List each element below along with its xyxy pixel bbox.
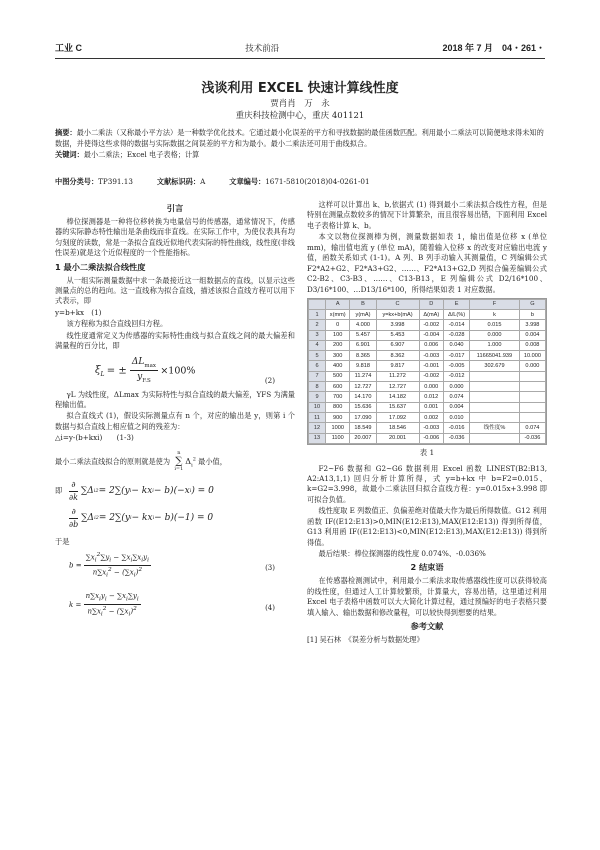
table-cell	[470, 382, 520, 392]
abstract-block	[55, 128, 545, 160]
partial-derivative-equations: 即 ∂ ∂k ∑Δ i 2 = 2∑(y i − kx i − b)(−x i ) = 0 ∂ ∂b ∑Δ i 2 = 2∑(y i − kx i − b)(−1) = 0	[55, 480, 214, 530]
column-header-cell: D	[419, 299, 443, 309]
table-caption: 表 1	[419, 447, 435, 457]
header-rule	[55, 58, 545, 59]
row-header-cell: 7	[309, 371, 326, 381]
table-cell	[470, 392, 520, 402]
paper-authors: 贾肖肖 万 永	[270, 99, 330, 109]
paper-title: 浅谈利用 EXCEL 快速计算线性度	[201, 81, 399, 96]
column-header-cell	[309, 299, 326, 309]
table-cell: -0.006	[419, 433, 443, 443]
table-row	[309, 309, 546, 319]
table-row	[309, 351, 546, 361]
table-cell: 600	[326, 382, 350, 392]
table-cell: 17.090	[350, 412, 376, 422]
table-cell: 11665041.939	[470, 351, 520, 361]
table-cell: -0.028	[444, 330, 470, 340]
table-cell: 0.000	[470, 330, 520, 340]
spreadsheet-grid	[308, 299, 546, 444]
table-cell: 15.637	[376, 402, 419, 412]
table-cell: 4.000	[350, 320, 376, 330]
table-cell: -0.036	[444, 433, 470, 443]
row-header-cell: 8	[309, 382, 326, 392]
column-header-row	[309, 299, 546, 309]
table-cell: 0.000	[444, 382, 470, 392]
table-cell: 20.007	[350, 433, 376, 443]
table-cell: 1100	[326, 433, 350, 443]
table-cell: 0.074	[519, 423, 545, 433]
table-cell: 6.901	[350, 340, 376, 350]
table-row	[309, 371, 546, 381]
table-cell: y(mA)	[350, 309, 376, 319]
table-cell: -0.003	[419, 423, 443, 433]
column-header-cell: C	[376, 299, 419, 309]
table-row	[309, 361, 546, 371]
table-cell	[519, 412, 545, 422]
table-cell: x(mm)	[326, 309, 350, 319]
table-row	[309, 423, 546, 433]
equation-2-number: (2)	[264, 375, 275, 385]
s1-paragraph-4: γL 为线性度，ΔLmax 为实际特性与拟合直线的最大偏差，YFS 为满量程输出值。	[55, 389, 295, 410]
row-header-cell: 2	[309, 320, 326, 330]
table-cell: 0.040	[444, 340, 470, 350]
column-header-cell: E	[444, 299, 470, 309]
column-header-cell: G	[519, 299, 545, 309]
table-cell: 0.015	[470, 320, 520, 330]
table-cell: 5.453	[376, 330, 419, 340]
table-cell: -0.001	[419, 361, 443, 371]
table-cell: 0.006	[419, 340, 443, 350]
references-heading: 参考文献	[410, 621, 444, 632]
table-cell: 12.727	[376, 382, 419, 392]
least-squares-principle: 最小二乘法直线拟合的原则就是使为 n ∑ i=1 $\Delta_i^2$ 最小值，	[55, 449, 227, 473]
table-cell: 302.679	[470, 361, 520, 371]
table-cell: 14.170	[350, 392, 376, 402]
intro-paragraph: 棒位探测器是一种将位移转换为电量信号的传感器，通常情况下，传感器的实际静态特性输出是条曲线而非直线。在实际工作中，为使仪表具有均匀刻度的读数，常是一条拟合直线近似地代表实际的特性曲线，线性度(非线性误差)就是这个近似程度的一个性能指标。	[55, 216, 295, 258]
section-name: 技术前沿	[245, 43, 280, 54]
table-cell: y=kx+b(mA)	[376, 309, 419, 319]
table-row	[309, 433, 546, 443]
table-cell: 8.365	[350, 351, 376, 361]
journal-name: 工业 C	[55, 43, 83, 54]
column-header-cell: B	[350, 299, 376, 309]
table-cell: 800	[326, 402, 350, 412]
equation-3: △i=y-(b+kxi) (1-3)	[55, 433, 134, 443]
r-paragraph-4: 线性度取 E 列数值正、负偏差绝对值最大作为最后所得数值。G12 利用函数 IF((E12:E13)>0,MIN(E12:E13),MAX(E12:E13)) 得到所得值，G13 利用函 IF((E12:E13)<0,MIN(E12:E13),MAX(E12:E13)) 得到所得值。	[307, 506, 547, 547]
table-cell: -0.002	[419, 320, 443, 330]
table-cell: Δ(mA)	[419, 309, 443, 319]
table-row	[309, 412, 546, 422]
table-cell: 0.002	[419, 412, 443, 422]
table-cell: 0.008	[519, 340, 545, 350]
s1-paragraph-5: 拟合直线式 (1)，假设实际测量点有 n 个，对应的输出是 y，则第 i 个数据与拟合直线上相应值之间的残差为：	[55, 411, 295, 431]
row-header-cell: 11	[309, 412, 326, 422]
table-cell	[470, 371, 520, 381]
section-2-heading: 2 结束语	[410, 562, 444, 573]
table-cell: -0.014	[444, 320, 470, 330]
equation-2: $\xi_L$ = ± $\Delta L_{max}$ $y_{F.S}$ ×100% (2)	[95, 356, 275, 385]
table-cell: 14.182	[376, 392, 419, 402]
row-header-cell: 3	[309, 330, 326, 340]
row-header-cell: 12	[309, 423, 326, 433]
table-cell: 0	[326, 320, 350, 330]
equation-k: k = $n\sum x_iy_i - \sum x_i\sum y_i$ $n\sum x_i^2 - (\sum x_i)^2$ (4)	[69, 592, 275, 618]
table-cell: 0.000	[419, 382, 443, 392]
s1-paragraph-3: 线性度通常定义为传感器的实际特性曲线与拟合直线之间的最大偏差和满量程的百分比，即	[55, 330, 295, 351]
table-row	[309, 402, 546, 412]
row-header-cell: 13	[309, 433, 326, 443]
table-row	[309, 340, 546, 350]
r-paragraph-5: 最后结果：棒位探测器的线性度 0.074%、-0.036%	[318, 549, 486, 559]
table-row	[309, 320, 546, 330]
table-cell	[519, 402, 545, 412]
table-row	[309, 392, 546, 402]
table-cell: -0.002	[419, 371, 443, 381]
equation-b: b = $\sum x_i^2\sum y_i - \sum x_i\sum x_iy_i$ $n\sum x_i^2 - (\sum x_i)^2$ (3)	[69, 552, 275, 579]
table-cell: 20.001	[376, 433, 419, 443]
row-header-cell: 6	[309, 361, 326, 371]
table-cell	[519, 371, 545, 381]
keywords: 关键词：最小二乘法；Excel 电子表格；计算	[55, 149, 200, 159]
table-cell: 1.000	[470, 340, 520, 350]
table-cell: 线性度%	[470, 423, 520, 433]
abstract: 摘要：最小二乘法（又称最小平方法）是一种数学优化技术。它通过最小化误差的平方和寻找数据的最佳函数匹配。利用最小二乘法可以简便地求得未知的数据，并使得这些求得的数据与实际数据之间误差的平方和为最小。最小二乘法还可用于曲线拟合。	[55, 128, 544, 148]
table-cell: Δ/L(%)	[444, 309, 470, 319]
table-cell: 0.004	[444, 402, 470, 412]
table-cell: 300	[326, 351, 350, 361]
equation-1: y=b+kx (1)	[55, 307, 102, 317]
r-paragraph-2: 本文以物位探测棒为例，测量数据如表 1，输出值是位移 x (单位 mm)，输出值电流 y (单位 mA)，随着输入位移 x 的改变对应输出电流 y 值，函数关系如式 (1-1)。A 列、B 列手动输入其测量值，C 列编辑公式 F2*A2+G2、F2*A3+G2、……、F2*A13+G2,D 列拟合偏差编辑公式 C2-B2、C3-B3、……、C13-B13，E 列编辑公式 D2/16*100、D3/16*100、…D13/16*100，所得结果如表 1 对应数据。	[307, 232, 547, 294]
intro-heading: 引言	[166, 203, 184, 213]
row-header-cell: 10	[309, 402, 326, 412]
table-row	[309, 330, 546, 340]
row-header-cell: 4	[309, 340, 326, 350]
table-cell: -0.003	[419, 351, 443, 361]
table-cell: 11.272	[376, 371, 419, 381]
table-cell: 0.012	[419, 392, 443, 402]
clc-number: 中图分类号：TP391.13	[55, 177, 133, 186]
table-cell: 3.998	[376, 320, 419, 330]
left-column	[55, 200, 295, 631]
table-cell: -0.036	[519, 433, 545, 443]
classification-info	[55, 177, 545, 187]
table-cell: 1000	[326, 423, 350, 433]
table-cell: 400	[326, 361, 350, 371]
table-cell: 0.004	[519, 330, 545, 340]
table-cell: 9.817	[376, 361, 419, 371]
issue-info: 2018 年 7 月 04・261・	[442, 43, 545, 54]
table-cell	[470, 412, 520, 422]
table-cell: b	[519, 309, 545, 319]
row-header-cell: 1	[309, 309, 326, 319]
table-cell: 900	[326, 412, 350, 422]
r-paragraph-1: 这样可以计算出 k、b,依据式 (1) 得到最小二乘法拟合线性方程，但是特别在测量点数较多的情况下计算繁杂，而且很容易出错，下面利用 Excel 电子表格计算 k、b。	[307, 200, 547, 230]
table-cell: 10.000	[519, 351, 545, 361]
paper-affiliation: 重庆科技检测中心，重庆 401121	[235, 111, 365, 121]
excel-table-1	[307, 298, 547, 445]
s1-paragraph-1: 从一组实际测量数据中求一条最接近这一组数据点的直线，以显示这些测量点的总的趋向。这一直线称为拟合直线，描述该拟合直线方程可以用下式表示，即	[55, 275, 295, 306]
table-cell: 11.274	[350, 371, 376, 381]
thus-label: 于是	[55, 536, 70, 546]
article-number: 文章编号：1671-5810(2018)04-0261-01	[229, 177, 370, 186]
table-cell: 12.727	[350, 382, 376, 392]
table-cell: -0.016	[444, 423, 470, 433]
table-cell: 3.998	[519, 320, 545, 330]
table-cell: -0.004	[419, 330, 443, 340]
table-cell: 8.362	[376, 351, 419, 361]
section-1-heading: 1 最小二乘法拟合线性度	[55, 261, 146, 272]
table-cell: 6.907	[376, 340, 419, 350]
table-cell: 0.001	[419, 402, 443, 412]
table-cell: -0.005	[444, 361, 470, 371]
column-header-cell: F	[470, 299, 520, 309]
table-cell: 100	[326, 330, 350, 340]
right-column	[307, 200, 547, 646]
table-cell: 18.549	[350, 423, 376, 433]
table-cell: -0.017	[444, 351, 470, 361]
reference-1: [1] 吴石林 《误差分析与数据处理》	[307, 635, 424, 644]
table-cell: 500	[326, 371, 350, 381]
table-cell	[470, 433, 520, 443]
column-header-cell: A	[326, 299, 350, 309]
table-cell: 9.818	[350, 361, 376, 371]
table-cell: k	[470, 309, 520, 319]
table-cell	[519, 382, 545, 392]
table-cell: 17.092	[376, 412, 419, 422]
table-cell: 0.000	[519, 361, 545, 371]
table-cell: 0.010	[444, 412, 470, 422]
running-header	[55, 42, 545, 56]
document-code: 文献标识码：A	[156, 177, 206, 186]
r-paragraph-6: 在传感器检测测试中，利用最小二乘法求取传感器线性度可以获得较高的线性度，但通过人工计算较繁琐，计算量大，容易出错，这里通过利用 Excel 电子表格中函数可以大大简化计算过程，通过预编好的电子表格只要填入输入、输出数据和修改量程，可以较快得到想要的结果。	[307, 576, 547, 617]
table-cell	[519, 392, 545, 402]
table-cell: 5.457	[350, 330, 376, 340]
table-cell: 700	[326, 392, 350, 402]
table-cell: -0.012	[444, 371, 470, 381]
table-cell: 15.636	[350, 402, 376, 412]
s1-paragraph-2: 该方程称为拟合直线回归方程。	[66, 319, 168, 329]
table-row	[309, 382, 546, 392]
table-cell: 200	[326, 340, 350, 350]
table-cell: 0.074	[444, 392, 470, 402]
row-header-cell: 9	[309, 392, 326, 402]
r-paragraph-3: F2~F6 数据和 G2~G6 数据利用 Excel 函数 LINEST(B2:B13, A2:A13,1,1) 回归分析计算所得，式 y=b+kx 中 b=F2=0.015、k=G2=3.998，故最小二乘法回归拟合直线方程：y=0.015x+3.998 即可拟合负值。	[307, 463, 547, 504]
row-header-cell: 5	[309, 351, 326, 361]
table-cell: 18.546	[376, 423, 419, 433]
table-cell	[470, 402, 520, 412]
